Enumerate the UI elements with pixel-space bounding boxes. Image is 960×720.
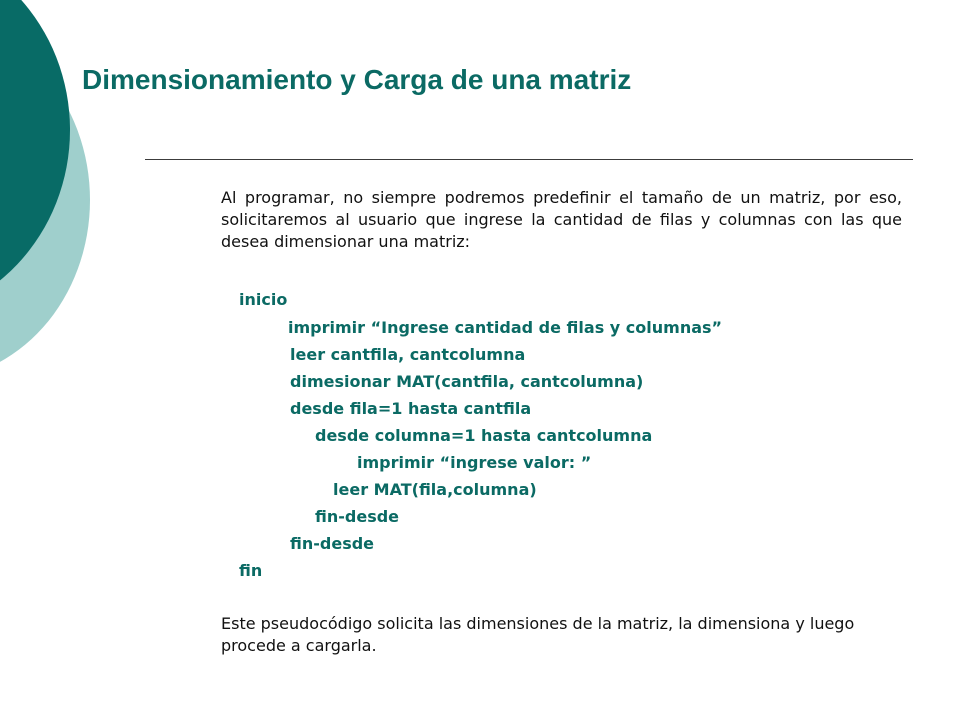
outro-paragraph: Este pseudocódigo solicita las dimensiones de la matriz, la dimensiona y luego procede a cargarla. (221, 614, 855, 655)
code-line-fin: fin (239, 561, 263, 580)
code-line-dimensionar: dimesionar MAT(cantfila, cantcolumna) (290, 372, 644, 391)
code-line-leer-dimensiones: leer cantfila, cantcolumna (290, 345, 526, 364)
code-line-desde-columna: desde columna=1 hasta cantcolumna (315, 426, 653, 445)
intro-paragraph: Al programar, no siempre podremos predefinir el tamaño de un matriz, por eso, solicitaremos al usuario que ingrese la cantidad de filas y columnas con las que desea dimensionar una matriz: (221, 188, 902, 251)
code-line-imprimir-valor: imprimir “ingrese valor: ” (357, 453, 592, 472)
code-line-inicio: inicio (239, 290, 288, 309)
slide-title: Dimensionamiento y Carga de una matriz (82, 64, 632, 95)
code-line-leer-valor: leer MAT(fila,columna) (333, 480, 537, 499)
title-divider (145, 159, 913, 160)
code-line-imprimir-prompt: imprimir “Ingrese cantidad de filas y columnas” (288, 318, 723, 337)
code-line-fin-desde-inner: fin-desde (315, 507, 400, 526)
code-line-fin-desde-outer: fin-desde (290, 534, 375, 553)
code-line-desde-fila: desde fila=1 hasta cantfila (290, 399, 532, 418)
